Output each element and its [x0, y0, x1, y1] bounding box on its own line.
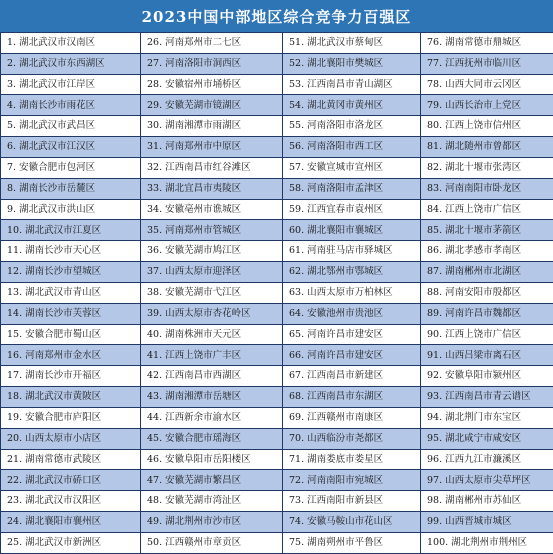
- rank-cell: 73. 江西南阳市新县区: [283, 491, 421, 512]
- rank-cell: 33. 湖北宜昌市夷陵区: [141, 178, 283, 199]
- rank-cell: 34. 安徽亳州市谯城区: [141, 199, 283, 220]
- table-row: [1, 116, 553, 137]
- rank-cell: 13. 湖北武汉市青山区: [1, 282, 141, 303]
- rank-cell: 25. 湖北武汉市新洲区: [1, 532, 141, 553]
- table-row: [1, 532, 553, 553]
- rank-cell: 29. 安徽芜湖市镜湖区: [141, 95, 283, 116]
- rank-cell: 79. 山西长治市上党区: [421, 95, 553, 116]
- rank-cell: 89. 河南许昌市魏都区: [421, 303, 553, 324]
- rank-cell: 56. 河南洛阳市西工区: [283, 137, 421, 158]
- rank-cell: 63. 山西太原市万柏林区: [283, 282, 421, 303]
- table-row: [1, 449, 553, 470]
- table-row: [1, 387, 553, 408]
- rank-cell: 94. 湖北荆门市东宝区: [421, 407, 553, 428]
- rank-cell: 9. 湖北武汉市洪山区: [1, 199, 141, 220]
- table-row: [1, 345, 553, 366]
- table-row: [1, 178, 553, 199]
- rank-cell: 8. 湖南长沙市岳麓区: [1, 178, 141, 199]
- rank-cell: 77. 江西抚州市临川区: [421, 53, 553, 74]
- rank-cell: 41. 江西上饶市广丰区: [141, 345, 283, 366]
- rank-cell: 59. 江西宜春市袁州区: [283, 199, 421, 220]
- rank-cell: 88. 河南安阳市殷都区: [421, 282, 553, 303]
- rank-cell: 81. 湖北随州市曾都区: [421, 137, 553, 158]
- rank-cell: 90. 江西上饶市广信区: [421, 324, 553, 345]
- rank-cell: 55. 河南洛阳市洛龙区: [283, 116, 421, 137]
- rank-cell: 68. 江西南昌市东湖区: [283, 387, 421, 408]
- rank-cell: 24. 湖北襄阳市襄州区: [1, 512, 141, 533]
- rank-cell: 99. 山西晋城市城区: [421, 512, 553, 533]
- rank-cell: 80. 江西上饶市信州区: [421, 116, 553, 137]
- rank-cell: 61. 河南驻马店市驿城区: [283, 241, 421, 262]
- rank-cell: 35. 河南郑州市管城区: [141, 220, 283, 241]
- rank-cell: 72. 河南南阳市宛城区: [283, 470, 421, 491]
- table-row: [1, 512, 553, 533]
- rank-cell: 46. 安徽阜阳市岳阳楼区: [141, 449, 283, 470]
- rank-cell: 45. 安徽合肥市瑶海区: [141, 428, 283, 449]
- rank-cell: 26. 河南郑州市二七区: [141, 33, 283, 54]
- rank-cell: 5. 湖北武汉市武昌区: [1, 116, 141, 137]
- rank-cell: 74. 安徽马鞍山市花山区: [283, 512, 421, 533]
- table-row: [1, 199, 553, 220]
- rank-cell: 51. 湖北武汉市蔡甸区: [283, 33, 421, 54]
- rank-cell: 69. 江西赣州市南康区: [283, 407, 421, 428]
- rank-cell: 44. 江西新余市渝水区: [141, 407, 283, 428]
- rank-cell: 4. 湖南长沙市雨花区: [1, 95, 141, 116]
- table-row: [1, 428, 553, 449]
- rank-cell: 100. 湖北荆州市荆州区: [421, 532, 553, 553]
- table-row: [1, 137, 553, 158]
- table-row: [1, 491, 553, 512]
- rank-cell: 43. 湖南湘潭市岳塘区: [141, 387, 283, 408]
- rank-cell: 42. 江西南昌市西湖区: [141, 366, 283, 387]
- table-row: [1, 95, 553, 116]
- rank-cell: 19. 安徽合肥市庐阳区: [1, 407, 141, 428]
- rank-cell: 75. 湖南朔州市平鲁区: [283, 532, 421, 553]
- rank-cell: 11. 湖南长沙市天心区: [1, 241, 141, 262]
- rank-cell: 57. 安徽宣城市宣州区: [283, 157, 421, 178]
- rank-cell: 52. 湖北襄阳市樊城区: [283, 53, 421, 74]
- rank-cell: 20. 山西太原市小店区: [1, 428, 141, 449]
- rank-cell: 39. 山西太原市杏花岭区: [141, 303, 283, 324]
- table-row: [1, 33, 553, 54]
- rank-cell: 12. 湖南长沙市望城区: [1, 262, 141, 283]
- ranking-table: [0, 32, 553, 554]
- rank-cell: 37. 山西太原市迎泽区: [141, 262, 283, 283]
- rank-cell: 93. 江西南昌市青云谱区: [421, 387, 553, 408]
- rank-cell: 40. 湖南株洲市天元区: [141, 324, 283, 345]
- rank-cell: 70. 山西临汾市尧都区: [283, 428, 421, 449]
- rank-cell: 38. 安徽芜湖市弋江区: [141, 282, 283, 303]
- rank-cell: 97. 山西太原市尖草坪区: [421, 470, 553, 491]
- rank-cell: 95. 湖北咸宁市咸安区: [421, 428, 553, 449]
- rank-cell: 23. 湖北武汉市汉阳区: [1, 491, 141, 512]
- table-row: [1, 470, 553, 491]
- rank-cell: 96. 江西九江市濂溪区: [421, 449, 553, 470]
- rank-cell: 91. 山西吕梁市离石区: [421, 345, 553, 366]
- table-row: [1, 303, 553, 324]
- rank-cell: 48. 安徽芜湖市湾沚区: [141, 491, 283, 512]
- rank-cell: 18. 湖北武汉市黄陂区: [1, 387, 141, 408]
- rank-cell: 76. 湖南常德市鼎城区: [421, 33, 553, 54]
- rank-cell: 85. 湖北十堰市茅箭区: [421, 220, 553, 241]
- rank-cell: 98. 湖南郴州市苏仙区: [421, 491, 553, 512]
- rank-cell: 64. 安徽池州市贵池区: [283, 303, 421, 324]
- rank-cell: 14. 湖南长沙市芙蓉区: [1, 303, 141, 324]
- table-row: [1, 407, 553, 428]
- table-row: [1, 241, 553, 262]
- rank-cell: 58. 河南洛阳市孟津区: [283, 178, 421, 199]
- table-row: [1, 366, 553, 387]
- rank-cell: 1. 湖北武汉市汉南区: [1, 33, 141, 54]
- rank-cell: 92. 安徽阜阳市颍州区: [421, 366, 553, 387]
- table-row: [1, 262, 553, 283]
- rank-cell: 60. 湖北襄阳市襄城区: [283, 220, 421, 241]
- table-row: [1, 74, 553, 95]
- rank-cell: 47. 安徽芜湖市繁昌区: [141, 470, 283, 491]
- rank-cell: 49. 湖北荆州市沙市区: [141, 512, 283, 533]
- rank-cell: 31. 河南郑州市中原区: [141, 137, 283, 158]
- rank-cell: 27. 河南洛阳市洞西区: [141, 53, 283, 74]
- rank-cell: 50. 江西赣州市章贡区: [141, 532, 283, 553]
- rank-cell: 67. 江西南昌市新建区: [283, 366, 421, 387]
- rank-cell: 2. 湖北武汉市东西湖区: [1, 53, 141, 74]
- rank-cell: 78. 山西大同市云冈区: [421, 74, 553, 95]
- table-row: [1, 220, 553, 241]
- rank-cell: 86. 湖北孝感市孝南区: [421, 241, 553, 262]
- table-row: [1, 282, 553, 303]
- table-row: [1, 157, 553, 178]
- rank-cell: 15. 安徽合肥市蜀山区: [1, 324, 141, 345]
- table-row: [1, 53, 553, 74]
- rank-cell: 83. 河南南阳市卧龙区: [421, 178, 553, 199]
- rank-cell: 21. 湖南常德市武陵区: [1, 449, 141, 470]
- table-title: 2023中国中部地区综合竞争力百强区: [0, 0, 553, 32]
- rank-cell: 62. 湖北鄂州市鄂城区: [283, 262, 421, 283]
- rank-cell: 7. 安徽合肥市包河区: [1, 157, 141, 178]
- rank-cell: 30. 湖南湘潭市雨湖区: [141, 116, 283, 137]
- rank-cell: 65. 河南许昌市建安区: [283, 324, 421, 345]
- rank-cell: 66. 河南许昌市建安区: [283, 345, 421, 366]
- rank-cell: 32. 江西南昌市红谷滩区: [141, 157, 283, 178]
- rank-cell: 6. 湖北武汉市江汉区: [1, 137, 141, 158]
- rank-cell: 87. 湖南郴州市北湖区: [421, 262, 553, 283]
- rank-cell: 53. 江西南昌市青山湖区: [283, 74, 421, 95]
- rank-cell: 54. 湖北黄冈市黄州区: [283, 95, 421, 116]
- rank-cell: 82. 湖北十堰市张湾区: [421, 157, 553, 178]
- rank-cell: 36. 安徽芜湖市鸠江区: [141, 241, 283, 262]
- rank-cell: 10. 湖北武汉市江夏区: [1, 220, 141, 241]
- rank-cell: 16. 河南郑州市金水区: [1, 345, 141, 366]
- table-row: [1, 324, 553, 345]
- rank-cell: 22. 湖北武汉市硚口区: [1, 470, 141, 491]
- rank-cell: 84. 江西上饶市广信区: [421, 199, 553, 220]
- rank-cell: 3. 湖北武汉市江岸区: [1, 74, 141, 95]
- rank-cell: 71. 湖南娄底市娄星区: [283, 449, 421, 470]
- rank-cell: 17. 湖南长沙市开福区: [1, 366, 141, 387]
- rank-cell: 28. 安徽宿州市埇桥区: [141, 74, 283, 95]
